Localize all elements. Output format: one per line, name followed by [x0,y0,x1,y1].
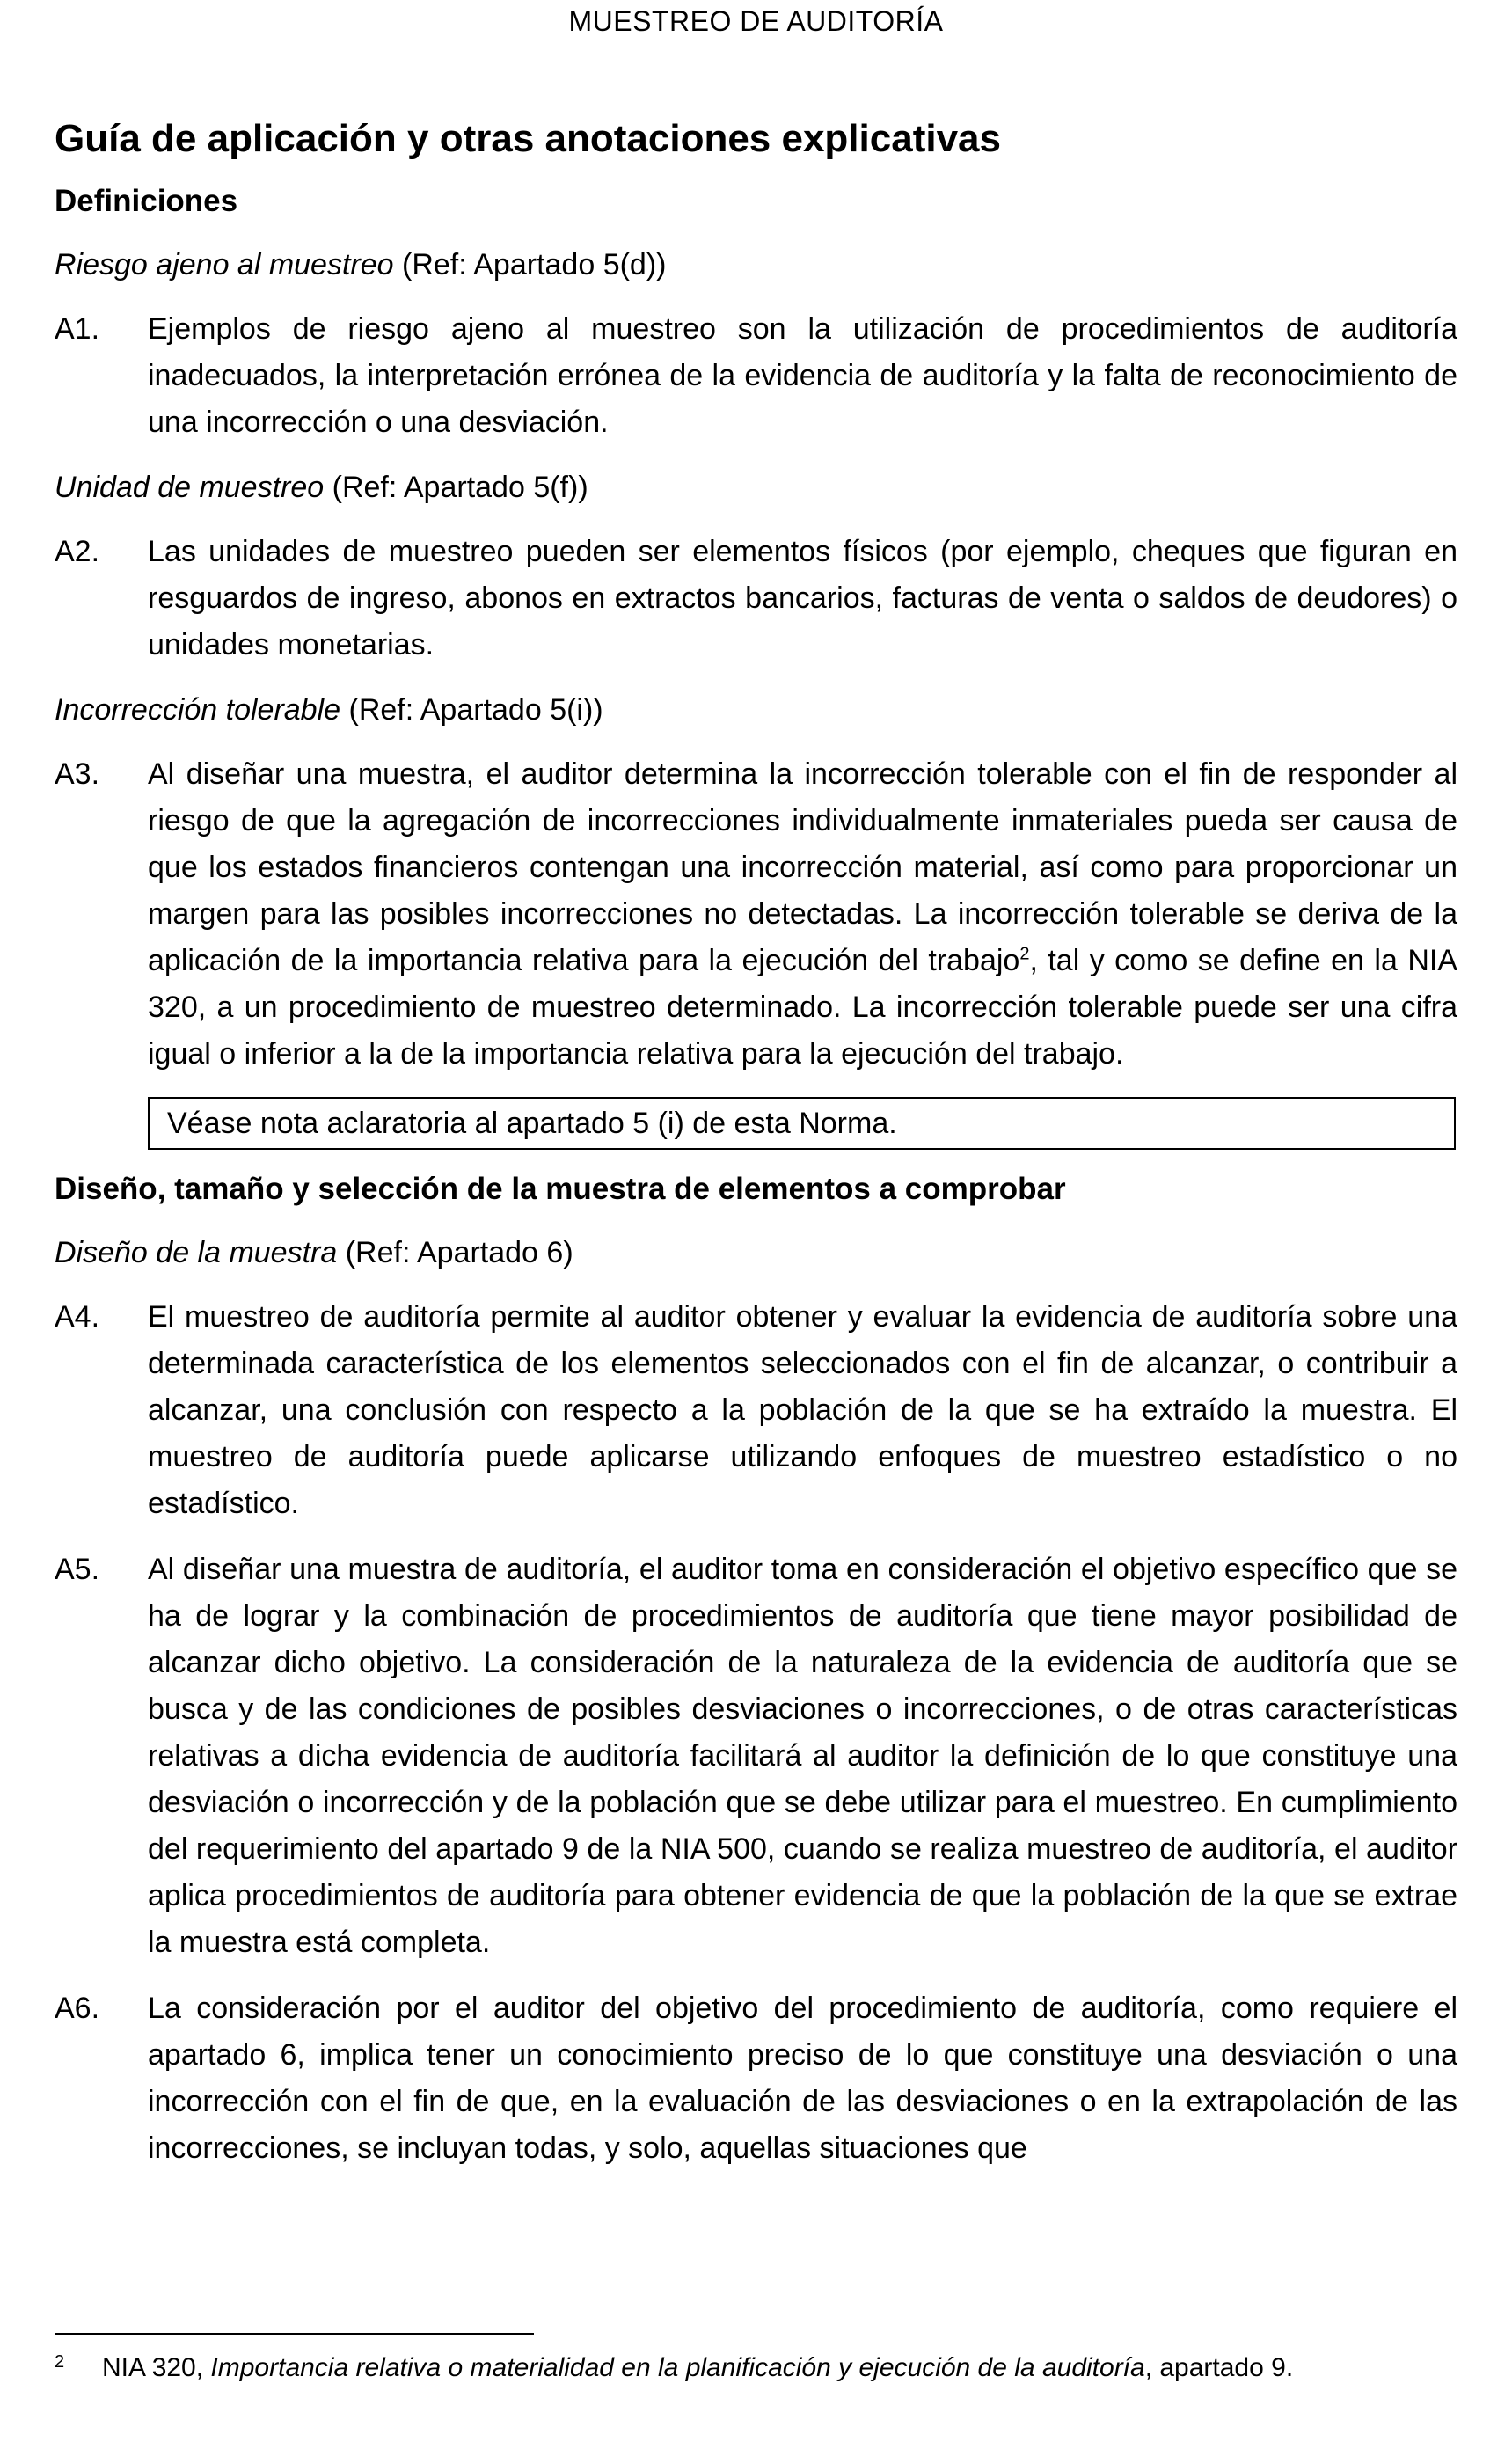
section-heading-design: Diseño, tamaño y selección de la muestra de elementos a comprobar [55,1172,1066,1206]
paragraph-a6 [55,1985,1457,2172]
subheading-riesgo-ajeno [55,243,1457,287]
paragraph-number: A4. [55,1300,100,1334]
subheading-ref: (Ref: Apartado 5(d)) [393,248,667,281]
paragraph-a3 [55,751,1457,1078]
footnote-text-part: NIA 320, [102,2353,211,2382]
footnote-text [102,2349,1457,2387]
paragraph-text [148,751,1457,1078]
paragraph-number: A1. [55,312,100,346]
subheading-italic: Riesgo ajeno al muestreo [55,248,394,281]
section-heading-definitions: Definiciones [55,184,238,218]
paragraph-a5 [55,1546,1457,1966]
paragraph-a1 [55,306,1457,446]
footnote-text-part: , apartado 9. [1144,2353,1294,2382]
paragraph-number: A5. [55,1553,100,1586]
subheading-incorreccion-tolerable [55,688,1457,732]
subheading-ref: (Ref: Apartado 5(f)) [324,471,588,504]
page-title: Guía de aplicación y otras anotaciones explicativas [55,117,1001,160]
running-header: MUESTREO DE AUDITORÍA [568,5,944,37]
paragraph-number: A2. [55,535,100,568]
paragraph-text: El muestreo de auditoría permite al auditor obtener y evaluar la evidencia de auditoría sobre una determinada característica de los elementos seleccionados con el fin de alcanzar, o contribuir a alcanzar, una conclusión con respecto a la población de la que se ha extraído la muestra. El muestreo de auditoría puede aplicarse utilizando enfoques de muestreo estadístico o no estadístico. [148,1300,1457,1520]
document-body [55,113,1457,2191]
paragraph-text: Al diseñar una muestra de auditoría, el auditor toma en consideración el objetivo específico que se ha de lograr y la combinación de procedimientos de auditoría que tiene mayor posibilidad de alcanzar dicho objetivo. La consideración de la naturaleza de la evidencia de auditoría que se busca y de las condiciones de posibles desviaciones o incorrecciones, o de otras características relativas a dicha evidencia de auditoría facilitará al auditor la definición de lo que constituye una desviación o incorrección y de la población que se debe utilizar para el muestreo. En cumplimiento del requerimiento del apartado 9 de la NIA 500, cuando se realiza muestreo de auditoría, el auditor aplica procedimientos de auditoría para obtener evidencia de que la población de la que se extrae la muestra está completa. [148,1553,1457,1959]
subheading-unidad-muestreo [55,465,1457,509]
footnote-reference[interactable]: 2 [1019,944,1030,964]
subheading-italic: Unidad de muestreo [55,471,325,504]
subheading-ref: (Ref: Apartado 5(i)) [340,693,603,727]
paragraph-text-part: , tal y como se define en la NIA 320, a un procedimiento de muestreo determinado. La incorrección tolerable puede ser una cifra igual o inferior a la de la importancia relativa para la ejecución del trabajo. [148,944,1457,1071]
subheading-italic: Diseño de la muestra [55,1236,338,1269]
footnote-number: 2 [55,2352,65,2372]
paragraph-text: Las unidades de muestreo pueden ser elementos físicos (por ejemplo, cheques que figuran en resguardos de ingreso, abonos en extractos bancarios, facturas de venta o saldos de deudores) o unidades monetarias. [148,535,1457,662]
paragraph-a2 [55,529,1457,669]
footnote-separator [55,2333,534,2335]
paragraph-a4 [55,1294,1457,1527]
paragraph-number: A6. [55,1992,100,2025]
subheading-italic: Incorrección tolerable [55,693,341,727]
footnote-italic-title: Importancia relativa o materialidad en la planificación y ejecución de la auditoría [210,2353,1145,2382]
paragraph-text: Ejemplos de riesgo ajeno al muestreo son la utilización de procedimientos de auditoría inadecuados, la interpretación errónea de la evidencia de auditoría y la falta de reconocimiento de una incorrección o una desviación. [148,312,1457,439]
paragraph-text: La consideración por el auditor del objetivo del procedimiento de auditoría, como requiere el apartado 6, implica tener un conocimiento preciso de lo que constituye una desviación o una incorrección con el fin de que, en la evaluación de las desviaciones o en la extrapolación de las incorrecciones, se incluyan todas, y solo, aquellas situaciones que [148,1992,1457,2165]
footnote [55,2349,1457,2387]
paragraph-text-part: Al diseñar una muestra, el auditor determina la incorrección tolerable con el fin de responder al riesgo de que la agregación de incorrecciones individualmente inmateriales pueda ser causa de que los estados financieros contengan una incorrección material, así como para proporcionar un margen para las posibles incorrecciones no detectadas. La incorrección tolerable se deriva de la aplicación de la importancia relativa para la ejecución del trabajo [148,757,1457,977]
subheading-ref: (Ref: Apartado 6) [337,1236,573,1269]
paragraph-number: A3. [55,757,100,791]
subheading-diseno-muestra [55,1231,1457,1275]
clarifying-note-box: Véase nota aclaratoria al apartado 5 (i) de esta Norma. [148,1097,1456,1150]
